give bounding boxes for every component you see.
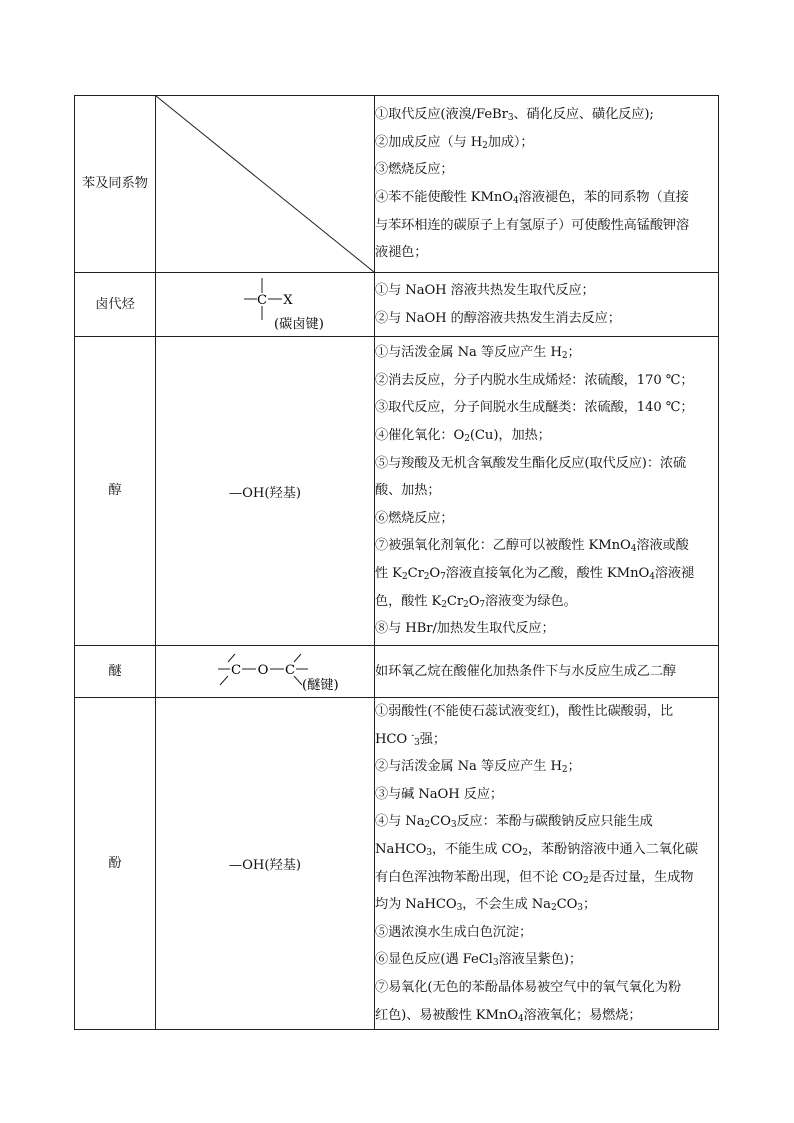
functional-group-cell — [156, 646, 375, 698]
table-row — [75, 337, 719, 646]
functional-group-cell — [156, 337, 375, 646]
property-line: 红色)、易被酸性 KMnO$_4$溶液氧化；易燃烧； — [375, 1007, 642, 1024]
functional-group: —OH(羟基) — [228, 485, 302, 501]
property-line: ①与活泼金属 Na 等反应产生 $H_2$； — [375, 345, 581, 362]
class-name-cell — [75, 96, 156, 273]
table-row — [75, 646, 719, 698]
property-line: ①取代反应(液溴/FeBr$_3$、硝化反应、磺化反应); — [375, 107, 654, 124]
class-name: 醇 — [108, 483, 122, 498]
group-label: (碳卤键) — [274, 316, 324, 332]
property-line: ⑦被强氧化剂氧化：乙醇可以被酸性 KMnO$_4$溶液或酸 — [375, 538, 689, 555]
property-line: ⑤与羧酸及无机含氧酸发生酯化反应(取代反应)：浓硫 — [375, 455, 687, 471]
property-line: ⑥显色反应(遇 FeCl$_3$溶液呈紫色)； — [375, 952, 583, 969]
functional-group-cell — [156, 698, 375, 1030]
class-name: 酚 — [108, 855, 122, 871]
properties-cell — [375, 698, 719, 1030]
class-name-cell — [75, 698, 156, 1030]
halogen-atom: X — [283, 292, 293, 308]
property-line: ④与 $Na_2CO_3$反应：苯酚与碳酸钠反应只能生成 — [375, 814, 653, 831]
property-line: ②与活泼金属 Na 等反应产生 $H_2$； — [375, 759, 581, 776]
property-list — [375, 101, 718, 267]
functional-group: —OH(羟基) — [228, 858, 302, 874]
table-row — [75, 698, 719, 1030]
property-line: 如环氧乙烷在酸催化加热条件下与水反应生成乙二醇 — [375, 663, 677, 679]
property-line: ③取代反应，分子间脱水生成醚类：浓硫酸，140 ℃； — [375, 400, 694, 416]
property-list — [375, 339, 718, 643]
property-line: ⑤遇浓溴水生成白色沉淀； — [375, 924, 533, 940]
property-list — [375, 698, 718, 1029]
property-line: ⑥燃烧反应； — [375, 510, 454, 526]
property-line: 液褪色； — [375, 245, 428, 261]
property-line: 有白色浑浊物苯酚出现，但不论 $CO_2$是否过量，生成物 — [375, 869, 694, 886]
properties-cell — [375, 273, 719, 337]
property-line: ①弱酸性(不能使石蕊试液变红)，酸性比碳酸弱，比 — [375, 704, 674, 719]
property-line: ②消去反应，分子内脱水生成烯烃：浓硫酸，170 ℃； — [375, 372, 694, 388]
class-name-cell — [75, 273, 156, 337]
property-line: 色，酸性 $K_2Cr_2O_7$溶液变为绿色。 — [375, 593, 577, 610]
property-line: 与苯环相连的碳原子上有氢原子）可使酸性高锰酸钾溶 — [375, 217, 690, 233]
property-line: ③与碱 NaOH 反应； — [375, 786, 504, 802]
diagonal-empty-cell — [156, 96, 375, 273]
property-line: NaHCO$_3$，不能生成 $CO_2$，苯酚钠溶液中通入二氧化碳 — [375, 841, 698, 858]
class-name-cell — [75, 646, 156, 698]
group-label: (醚键) — [302, 677, 339, 693]
property-line: ④催化氧化：$O_2(Cu)$，加热； — [375, 428, 551, 445]
property-line: ②与 NaOH 的醇溶液共热发生消去反应； — [375, 310, 621, 326]
property-line: ⑧与 HBr/加热发生取代反应； — [375, 621, 555, 637]
functional-group-table — [74, 95, 719, 1030]
property-line: ①与 NaOH 溶液共热发生取代反应； — [375, 282, 595, 298]
property-line: ⑦易氧化(无色的苯酚晶体易被空气中的氧气氧化为粉 — [375, 979, 682, 995]
oxygen-atom: O — [257, 662, 269, 678]
property-line: ④苯不能使酸性 KMnO$_4$溶液褪色，苯的同系物（直接 — [375, 190, 689, 206]
table-row — [75, 96, 719, 273]
ether-bond-structure — [190, 649, 340, 695]
property-line: ③燃烧反应； — [375, 162, 454, 178]
carbon-halogen-bond-structure — [190, 276, 340, 334]
class-name: 苯及同系物 — [82, 176, 148, 191]
class-name: 卤代烃 — [95, 296, 135, 312]
functional-group-cell — [156, 273, 375, 337]
properties-cell — [375, 646, 719, 698]
class-name-cell — [75, 337, 156, 646]
carbon-atom: C — [230, 662, 242, 678]
property-line: ②加成反应（与 $H_2$加成）； — [375, 134, 534, 151]
property-line: 酸、加热； — [375, 483, 441, 499]
diagonal-line — [156, 96, 374, 272]
carbon-atom: C — [284, 662, 296, 678]
property-line: 性 $K_2Cr_2O_7$溶液直接氧化为乙酸，酸性 KMnO$_4$溶液褪 — [375, 565, 695, 582]
table-row — [75, 273, 719, 337]
properties-cell — [375, 337, 719, 646]
class-name: 醚 — [108, 663, 122, 679]
property-line: HCO -$_3$强； — [375, 730, 446, 748]
property-line: 均为 NaHCO$_3$，不会生成 $Na_2CO_3$； — [375, 897, 597, 914]
properties-cell — [375, 96, 719, 273]
carbon-atom: C — [256, 292, 268, 308]
